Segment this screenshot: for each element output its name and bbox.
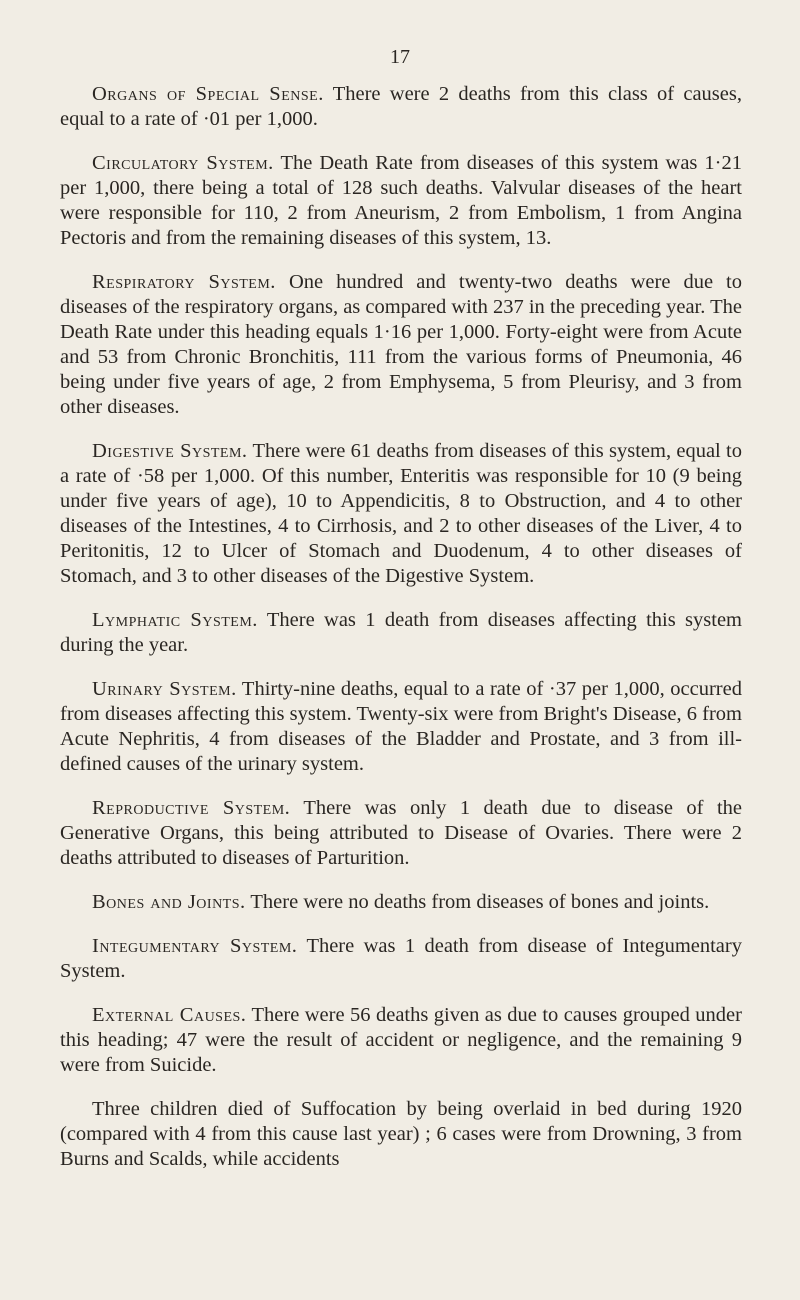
- paragraph-respiratory-system: [60, 270, 742, 420]
- paragraph-organs-of-special-sense: [60, 82, 742, 132]
- page-number: 17: [390, 46, 410, 68]
- paragraph-reproductive-system: [60, 796, 742, 871]
- paragraph-lymphatic-system: [60, 608, 742, 658]
- paragraph-digestive-system: [60, 439, 742, 589]
- paragraph-text: There were no deaths from diseases of bones and joints.: [250, 891, 710, 913]
- section-heading: Integumentary System.: [92, 935, 298, 957]
- paragraph-suffocation: [60, 1097, 742, 1172]
- section-heading: Urinary System.: [92, 678, 237, 700]
- paragraph-text: One hundred and twenty-two deaths were due to diseases of the respiratory organs, as compared with 237 in the preceding year. The Death Rate under this heading equals 1·16 per 1,000. Forty-eight were from Acute and 53 from Chronic Bronchitis, 111 from the various forms of Pneumonia, 46 being under five years of age, 2 from Emphysema, 5 from Pleurisy, and 3 from other diseases.: [60, 271, 743, 418]
- paragraph-text: There were 56 deaths given as due to causes grouped under this heading; 47 were the result of accident or negligence, and the remaining 9 were from Suicide.: [60, 1004, 742, 1076]
- paragraph-integumentary-system: [60, 934, 742, 984]
- paragraph-text: There was only 1 death due to disease of the Generative Organs, this being attributed to Disease of Ovaries. There were 2 deaths attributed to diseases of Parturition.: [60, 797, 742, 869]
- paragraph-text: There was 1 death from diseases affecting this system during the year.: [60, 609, 742, 656]
- paragraph-external-causes: [60, 1003, 742, 1078]
- section-heading: Reproductive System.: [92, 797, 291, 819]
- section-heading: Bones and Joints.: [92, 891, 246, 913]
- paragraph-circulatory-system: [60, 151, 742, 251]
- paragraph-text: There were 2 deaths from this class of causes, equal to a rate of ·01 per 1,000.: [60, 83, 742, 130]
- section-heading: Lymphatic System.: [92, 609, 258, 631]
- section-heading: Digestive System.: [92, 440, 248, 462]
- paragraph-text: There was 1 death from disease of Integumentary System.: [60, 935, 742, 982]
- section-heading: Circulatory System.: [92, 152, 274, 174]
- section-heading: Respiratory System.: [92, 271, 276, 293]
- paragraph-text: Thirty-nine deaths, equal to a rate of ·37 per 1,000, occurred from diseases affecting this system. Twenty-six were from Bright's Disease, 6 from Acute Nephritis, 4 from diseases of the Bladder and Prostate, and 3 from ill-defined causes of the urinary system.: [60, 678, 742, 775]
- paragraph-urinary-system: [60, 677, 742, 777]
- paragraph-text: Three children died of Suffocation by being overlaid in bed during 1920 (compared with 4 from this cause last year) ; 6 cases were from Drowning, 3 from Burns and Scalds, while accidents: [60, 1098, 742, 1170]
- document-body: [60, 82, 742, 1191]
- paragraph-text: There were 61 deaths from diseases of this system, equal to a rate of ·58 per 1,000. Of this number, Enteritis was responsible for 10 (9 being under five years of age), 10 to Appendicitis, 8 to Obstruction, and 4 to other diseases of the Intestines, 4 to Cirrhosis, and 2 to other diseases of the Liver, 4 to Peritonitis, 12 to Ulcer of Stomach and Duodenum, 4 to other diseases of Stomach, and 3 to other diseases of the Digestive System.: [60, 440, 742, 587]
- paragraph-text: The Death Rate from diseases of this system was 1·21 per 1,000, there being a total of 128 such deaths. Valvular diseases of the heart were responsible for 110, 2 from Aneurism, 2 from Embolism, 1 from Angina Pectoris and from the remaining diseases of this system, 13.: [60, 152, 742, 249]
- section-heading: External Causes.: [92, 1004, 247, 1026]
- paragraph-bones-and-joints: [60, 890, 742, 915]
- section-heading: Organs of Special Sense.: [92, 83, 324, 105]
